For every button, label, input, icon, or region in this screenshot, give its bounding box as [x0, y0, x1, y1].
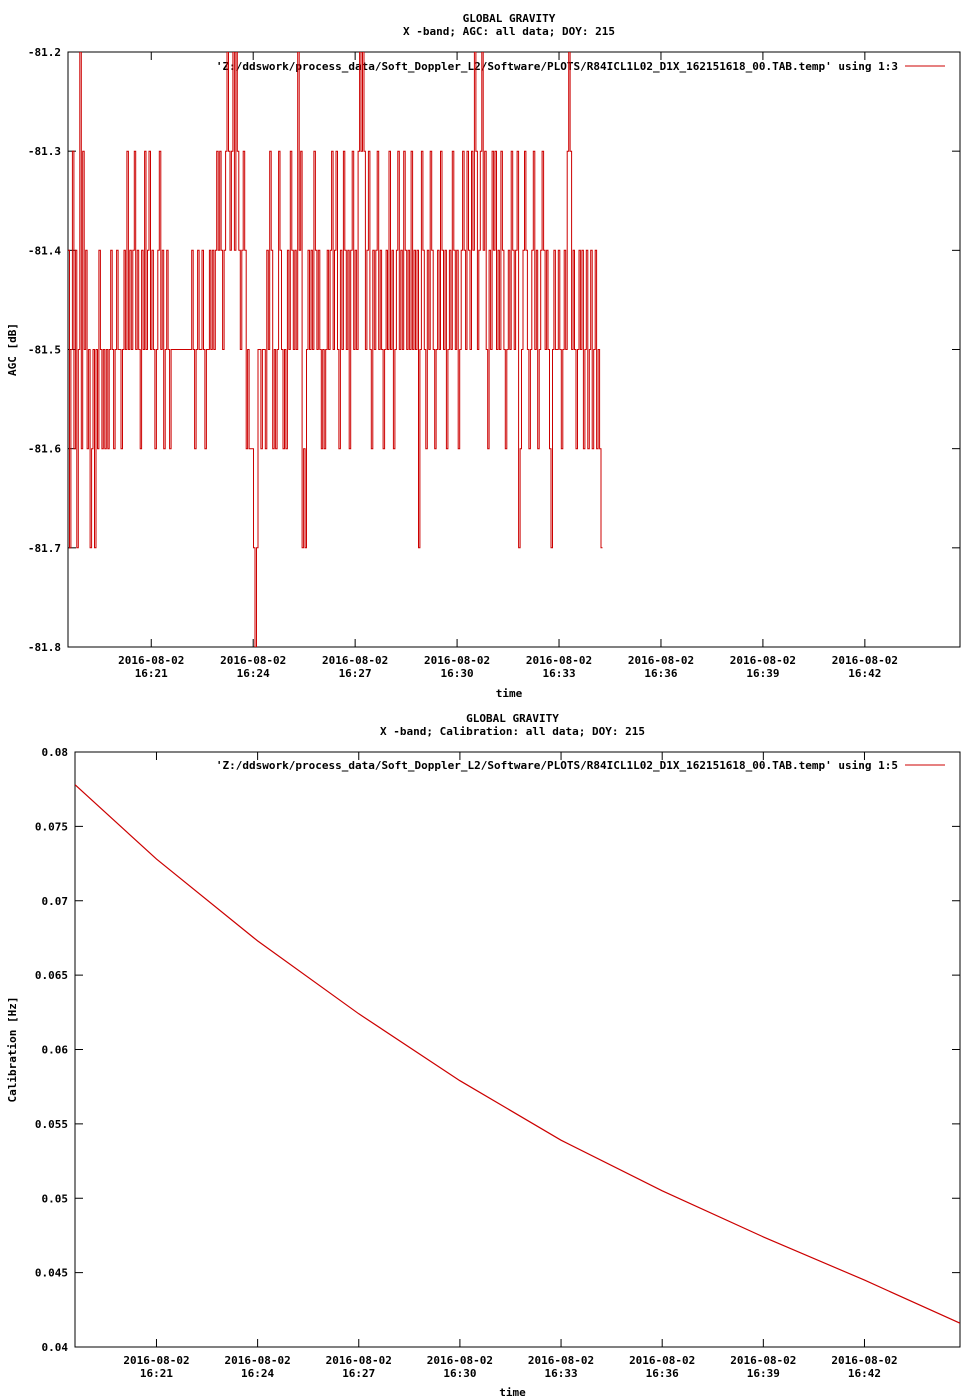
- y-tick-label: 0.07: [41, 894, 68, 908]
- chart-subtitle: X -band; Calibration: all data; DOY: 215: [380, 725, 645, 738]
- x-tick-label: 16:36: [644, 667, 678, 680]
- x-tick-label: 2016-08-02: [224, 1354, 291, 1367]
- y-tick-label: 0.04: [41, 1341, 68, 1354]
- legend-label: 'Z:/ddswork/process_data/Soft_Doppler_L2/Software/PLOTS/R84ICL1L02_D1X_162151618_00.TAB.temp' using 1:3: [215, 60, 898, 73]
- x-tick-label: 16:21: [134, 667, 168, 680]
- x-tick-label: 2016-08-02: [525, 654, 593, 667]
- x-tick-label: 16:42: [847, 1367, 882, 1380]
- y-tick-label: 0.05: [41, 1192, 68, 1206]
- y-tick-label: 0.065: [34, 969, 68, 983]
- y-axis-label: Calibration [Hz]: [6, 996, 19, 1103]
- chart-title: GLOBAL GRAVITY: [462, 12, 556, 25]
- y-axis-label: AGC [dB]: [6, 323, 19, 376]
- x-tick-label: 2016-08-02: [629, 1354, 696, 1367]
- x-tick-label: 16:27: [342, 1367, 376, 1380]
- x-tick-label: 16:39: [746, 667, 780, 680]
- x-tick-label: 16:36: [645, 1367, 679, 1380]
- x-tick-label: 16:33: [544, 1367, 578, 1380]
- y-tick-label: -81.5: [27, 343, 61, 357]
- x-tick-label: 2016-08-02: [730, 1354, 797, 1367]
- y-tick-label: 0.08: [41, 746, 68, 759]
- x-tick-label: 2016-08-02: [220, 654, 287, 667]
- series-line: [68, 52, 603, 647]
- y-tick-label: 0.055: [34, 1117, 68, 1131]
- x-tick-label: 16:30: [440, 667, 474, 680]
- x-tick-label: 2016-08-02: [627, 654, 695, 667]
- x-tick-label: 2016-08-02: [322, 654, 389, 667]
- x-tick-label: 16:24: [241, 1367, 275, 1380]
- x-tick-label: 16:33: [542, 667, 576, 680]
- x-tick-label: 2016-08-02: [729, 654, 797, 667]
- plot-frame: [75, 752, 960, 1347]
- x-tick-label: 2016-08-02: [423, 654, 491, 667]
- x-tick-label: 2016-08-02: [118, 654, 185, 667]
- y-tick-label: -81.8: [27, 641, 61, 654]
- y-tick-label: 0.06: [41, 1043, 68, 1057]
- x-tick-label: 16:21: [139, 1367, 174, 1380]
- x-tick-label: 2016-08-02: [123, 1354, 190, 1367]
- y-tick-label: -81.7: [27, 541, 61, 555]
- y-tick-label: -81.3: [27, 145, 61, 159]
- y-tick-label: 0.045: [34, 1266, 68, 1280]
- x-tick-label: 2016-08-02: [325, 1354, 392, 1367]
- x-tick-label: 16:42: [848, 667, 882, 680]
- chart-title: GLOBAL GRAVITY: [466, 712, 559, 725]
- x-tick-label: 16:39: [746, 1367, 780, 1380]
- x-tick-label: 2016-08-02: [831, 654, 898, 667]
- x-axis-label: time: [499, 1386, 526, 1399]
- x-tick-label: 16:30: [443, 1367, 477, 1380]
- x-tick-label: 2016-08-02: [426, 1354, 494, 1367]
- x-tick-label: 16:27: [338, 667, 372, 680]
- legend-label: 'Z:/ddswork/process_data/Soft_Doppler_L2/Software/PLOTS/R84ICL1L02_D1X_162151618_00.TAB.temp' using 1:5: [215, 759, 898, 772]
- y-tick-label: -81.2: [27, 46, 61, 59]
- x-axis-label: time: [495, 687, 523, 700]
- x-tick-label: 2016-08-02: [831, 1354, 898, 1367]
- y-tick-label: -81.6: [27, 442, 61, 456]
- y-tick-label: -81.4: [27, 244, 61, 258]
- chart-subtitle: X -band; AGC: all data; DOY: 215: [403, 25, 615, 38]
- series-line: [75, 785, 960, 1323]
- x-tick-label: 2016-08-02: [527, 1354, 595, 1367]
- x-tick-label: 16:24: [236, 667, 270, 680]
- y-tick-label: 0.075: [34, 820, 68, 834]
